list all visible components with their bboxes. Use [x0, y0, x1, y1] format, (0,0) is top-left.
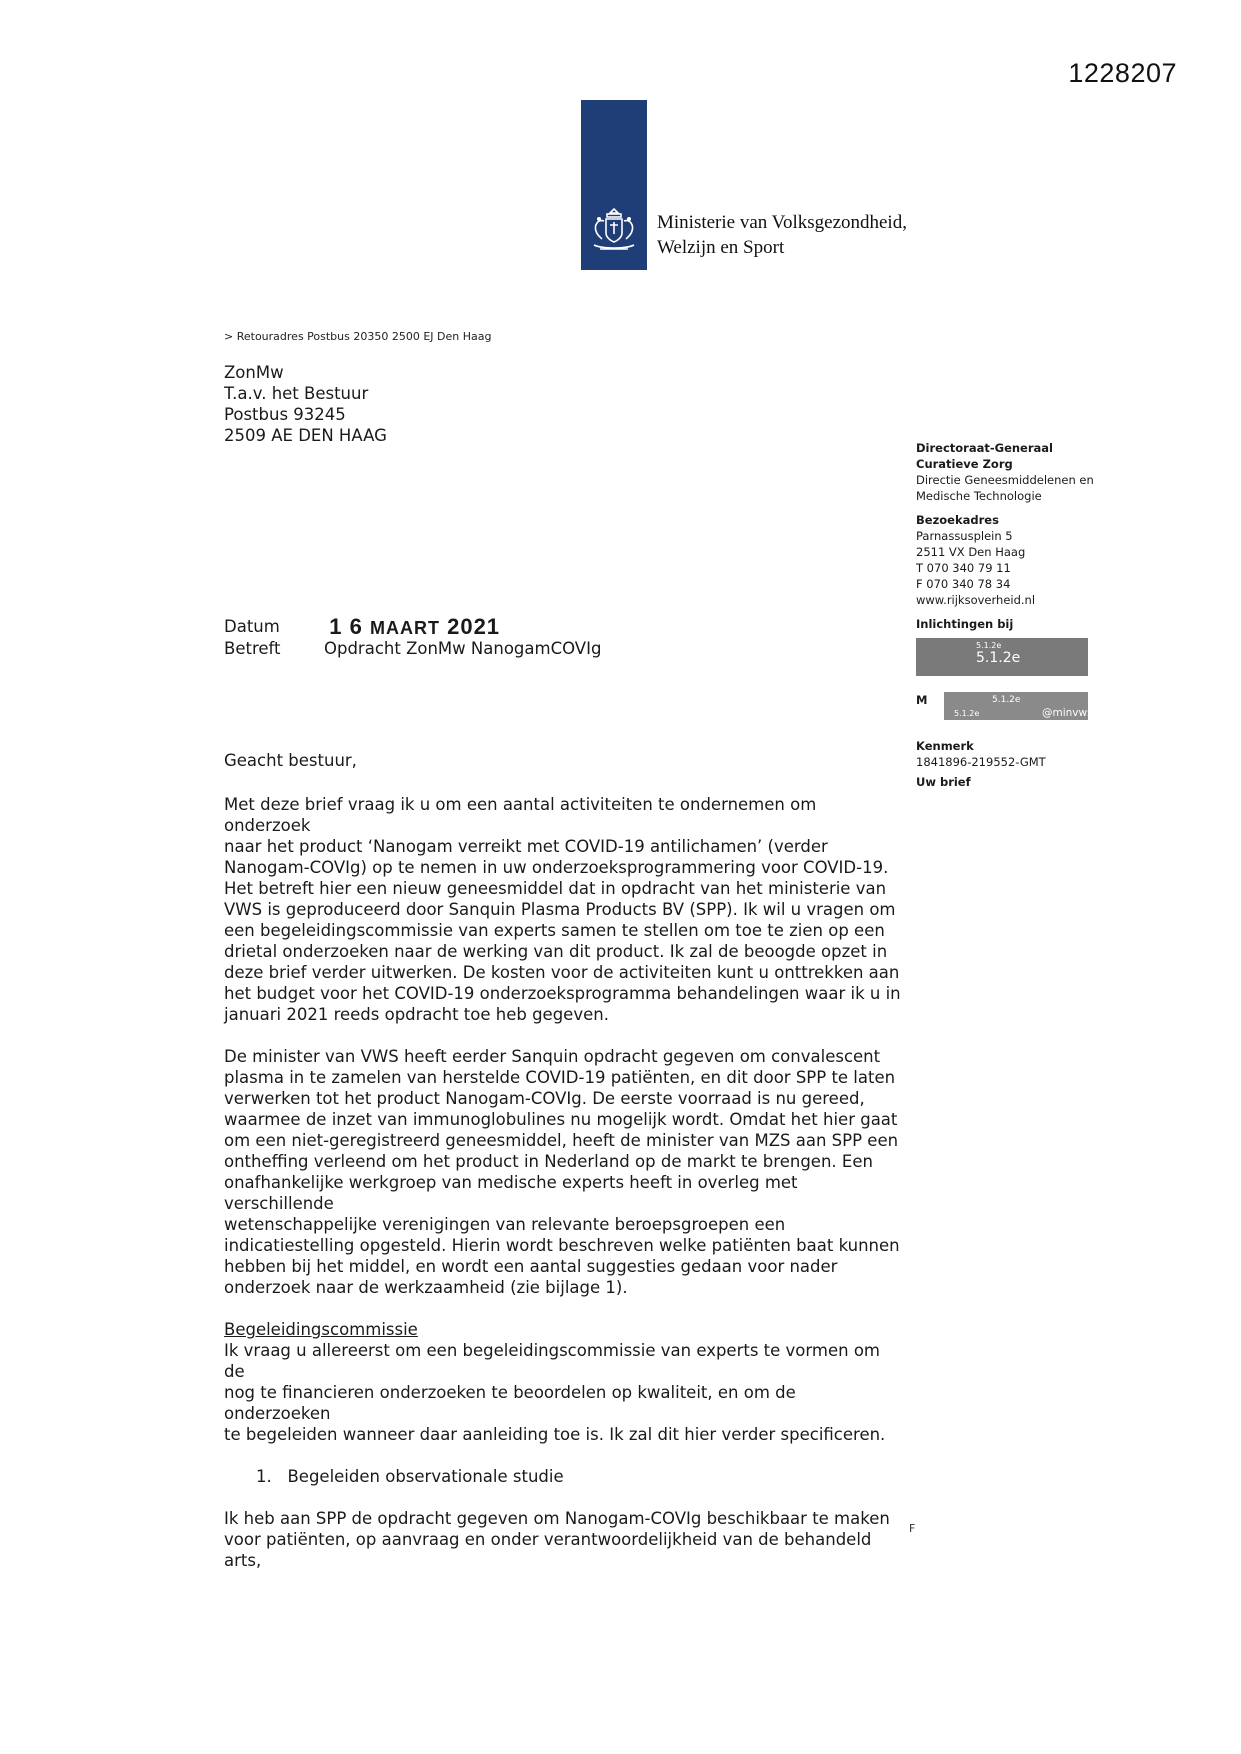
info-label: Inlichtingen bij — [916, 617, 1014, 631]
subject-row — [224, 638, 601, 660]
redaction-code: 5.1.2e — [976, 650, 1021, 666]
redacted-email — [944, 692, 1106, 720]
letter-body — [224, 750, 904, 1592]
subject-label: Betreft — [224, 639, 281, 658]
return-address: > Retouradres Postbus 20350 2500 EJ Den Haag — [224, 330, 492, 343]
recipient-line3: Postbus 93245 — [224, 405, 346, 424]
visit-fax: F 070 340 78 34 — [916, 577, 1011, 591]
ministry-logo-bar — [581, 100, 647, 270]
recipient-address — [224, 362, 387, 446]
ministry-name-line1: Ministerie van Volksgezondheid, — [657, 212, 907, 233]
dg-line1: Directoraat-Generaal — [916, 441, 1053, 455]
visit-website: www.rijksoverheid.nl — [916, 593, 1036, 607]
date-label: Datum — [224, 617, 280, 636]
paragraph-3: Ik vraag u allereerst om een begeleidingscommissie van experts te vormen om de nog te financieren onderzoeken te beoordelen op kwaliteit, en om de onderzoeken te begeleiden wanneer daar aanleiding toe is. Ik zal dit hier verder specificeren. — [224, 1341, 886, 1444]
sender-sidebar — [916, 440, 1106, 790]
list-item: 1. Begeleiden observationale studie — [256, 1467, 564, 1486]
dg-line2: Curatieve Zorg — [916, 457, 1013, 471]
reference-value: 1841896-219552-GMT — [916, 755, 1046, 769]
reference-label: Kenmerk — [916, 739, 974, 753]
redacted-contact-name — [916, 638, 1088, 676]
recipient-line1: ZonMw — [224, 363, 284, 382]
salutation: Geacht bestuur, — [224, 751, 357, 770]
visit-street: Parnassusplein 5 — [916, 529, 1013, 543]
letter-meta — [224, 614, 601, 660]
ministry-name — [657, 210, 907, 260]
date-row — [224, 614, 601, 638]
paragraph-2: De minister van VWS heeft eerder Sanquin opdracht gegeven om convalescent plasma in te zamelen van herstelde COVID-19 patiënten, en dit door SPP te laten verwerken tot het product Nanogam-COVIg. De eerste voorraad is nu gereed, waarmee de inzet van immunoglobulines nu mogelijk wordt. Omdat het hier gaat om een niet-geregistreerd geneesmiddel, heeft de minister van MZS aan SPP een ontheffing verleend om het product in Nederland op de markt te brengen. Een onafhankelijke werkgroep van medische experts heeft in overleg met verschillende wetenschappelijke verenigingen van relevante beroepsgroepen een indicatiestelling opgesteld. Hierin wordt beschreven welke patiënten baat kunnen hebben bij het middel, en wordt een aantal suggesties gedaan voor nader onderzoek naar de werkzaamheid (zie bijlage 1). — [224, 1047, 900, 1297]
section-title: Begeleidingscommissie — [224, 1320, 418, 1339]
footer-mark: F — [909, 1522, 916, 1535]
visit-city: 2511 VX Den Haag — [916, 545, 1026, 559]
redaction-code-bottom: 5.1.2e — [954, 709, 980, 718]
redaction-code-top: 5.1.2e — [992, 695, 1021, 705]
date-year: 2021 — [447, 614, 501, 639]
paragraph-4: Ik heb aan SPP de opdracht gegeven om Nanogam-COVIg beschikbaar te maken voor patiënten, op aanvraag en onder verantwoordelijkheid van de behandeld arts, — [224, 1509, 890, 1570]
date-stamp — [329, 614, 500, 639]
paragraph-1: Met deze brief vraag ik u om een aantal activiteiten te ondernemen om onderzoek naar het product ‘Nanogam verreikt met COVID-19 antilichamen’ (verder Nanogam-COVIg) op te nemen in uw onderzoeksprogrammering voor COVID-19. Het betreft hier een nieuw geneesmiddel dat in opdracht van het ministerie van VWS is geproduceerd door Sanquin Plasma Products BV (SPP). Ik wil u vragen om een begeleidingscommissie van experts samen te stellen om toe te zien op een drietal onderzoeken naar de werking van dit product. Ik zal de beoogde opzet in deze brief verder uitwerken. De kosten voor de activiteiten kunt u onttrekken aan het budget voor het COVID-19 onderzoeksprogramma behandelingen waar ik u in januari 2021 reeds opdracht toe heb gegeven. — [224, 795, 901, 1024]
ministry-name-line2: Welzijn en Sport — [657, 237, 785, 258]
date-day: 1 6 — [329, 614, 363, 639]
visit-phone: T 070 340 79 11 — [916, 561, 1011, 575]
recipient-line4: 2509 AE DEN HAAG — [224, 426, 387, 445]
document-id: 1228207 — [1068, 58, 1177, 88]
directorate-line2: Medische Technologie — [916, 489, 1042, 503]
royal-crest-icon — [586, 203, 642, 255]
date-month: MAART — [369, 618, 440, 638]
subject-value: Opdracht ZonMw NanogamCOVIg — [324, 639, 602, 658]
directorate-line1: Directie Geneesmiddelenen en — [916, 473, 1094, 487]
visit-address-label: Bezoekadres — [916, 513, 999, 527]
your-letter-label: Uw brief — [916, 775, 971, 789]
redacted-email-row — [916, 692, 1106, 724]
mail-prefix: M — [916, 693, 928, 707]
redaction-code-small: 5.1.2e — [976, 641, 1002, 650]
email-domain: @minvws.nl — [1042, 707, 1106, 719]
recipient-line2: T.a.v. het Bestuur — [224, 384, 369, 403]
